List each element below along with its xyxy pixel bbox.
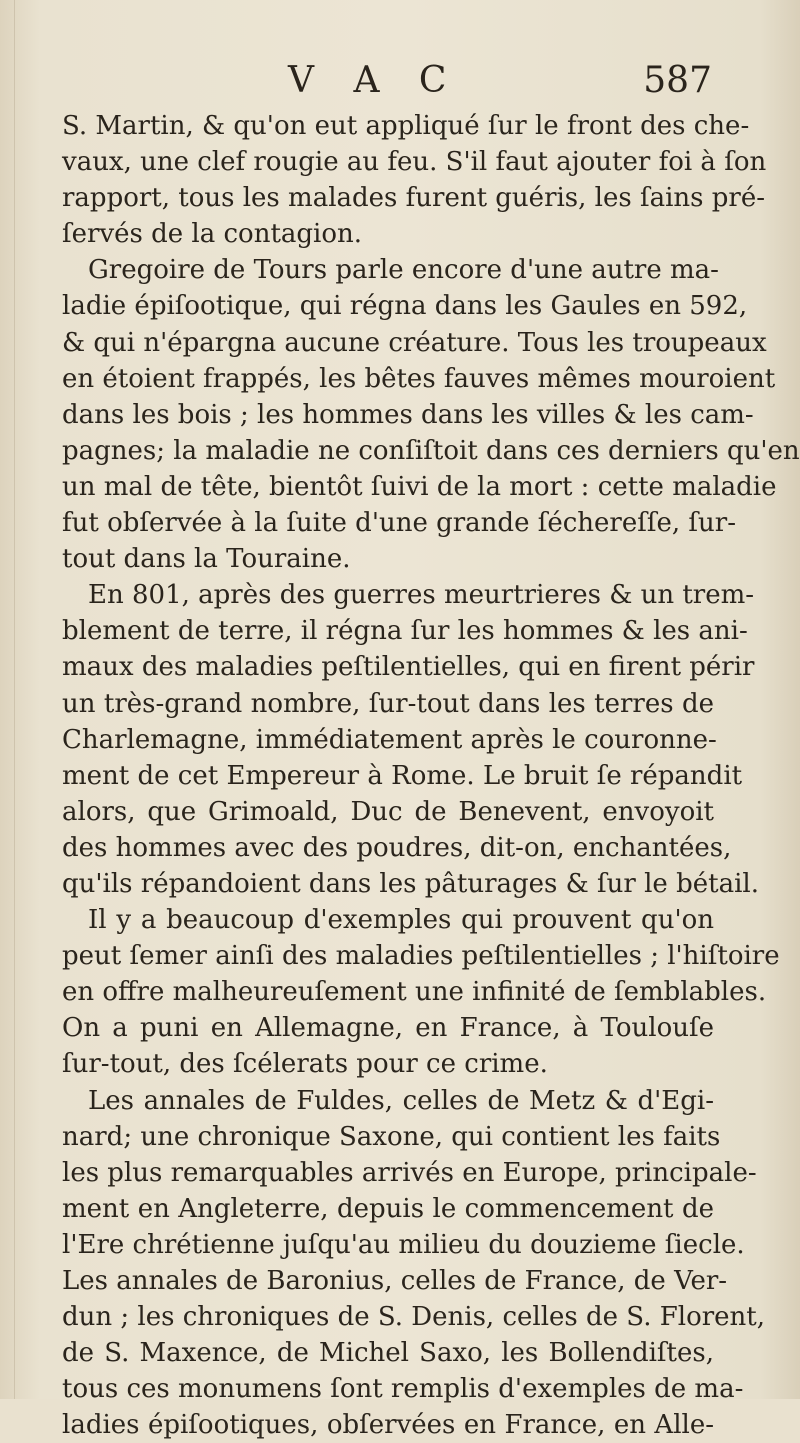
text-line: alors, que Grimoald, Duc de Benevent, envoyoit [62, 796, 714, 827]
text-line: un mal de tête, bientôt ſuivi de la mort : cette maladie [62, 471, 777, 502]
text-line: dans les bois ; les hommes dans les villes & les cam- [62, 399, 754, 430]
text-line: tous ces monumens ſont remplis d'exemples de ma- [62, 1374, 744, 1405]
text-line: ſervés de la contagion. [62, 219, 363, 250]
text-line: tout dans la Touraine. [62, 544, 351, 575]
page-edge-shadow [14, 0, 15, 1399]
paragraph-start-line: Gregoire de Tours parle encore d'une autre ma- [88, 255, 719, 286]
text-line: qu'ils répandoient dans les pâturages & ſur le bétail. [62, 868, 759, 899]
paragraph-start-line: Il y a beaucoup d'exemples qui prouvent qu'on [88, 905, 714, 936]
text-line: nard; une chronique Saxone, qui contient les faits [62, 1121, 721, 1152]
page-header [62, 60, 712, 104]
paragraph-start-line: En 801, après des guerres meurtrieres & un trem- [88, 580, 755, 611]
text-line: vaux, une clef rougie au feu. S'il faut ajouter foi à ſon [62, 147, 767, 178]
text-line: fut obſervée à la ſuite d'une grande ſécherеſſe, ſur- [62, 508, 736, 539]
running-title: V A C [288, 60, 461, 101]
text-line: ment en Angleterre, depuis le commencement de [62, 1193, 714, 1224]
text-line: un très-grand nombre, ſur-tout dans les terres de [62, 688, 714, 719]
page-number: 587 [643, 60, 712, 101]
text-line: ment de cet Empereur à Rome. Le bruit ſe répandit [62, 760, 743, 791]
text-line: ladies épiſootiques, obſervées en France, en Alle- [62, 1410, 714, 1441]
text-line: les plus remarquables arrivés en Europe, principale- [62, 1157, 757, 1188]
text-line: & qui n'épargna aucune créature. Tous les troupeaux [62, 327, 767, 358]
text-line: l'Ere chrétienne juſqu'au milieu du douzieme ſiecle. [62, 1229, 745, 1260]
text-line: blement de terre, il régna ſur les hommes & les ani- [62, 616, 748, 647]
body-text [62, 108, 800, 1443]
text-line: On a puni en Allemagne, en France, à Toulouſe [62, 1013, 714, 1044]
text-line: Les annales de Baronius, celles de France, de Ver- [62, 1266, 728, 1296]
text-line: rapport, tous les malades furent guéris, les ſains pré- [62, 183, 766, 214]
text-line: de S. Maxence, de Michel Saxo, les Bollendiſtes, [62, 1338, 714, 1369]
text-line: ſur-tout, des ſcélerats pour ce crime. [62, 1049, 548, 1080]
text-line: ladie épiſootique, qui régna dans les Gaules en 592, [62, 291, 748, 322]
text-line: pagnes; la maladie ne conſiſtoit dans ces derniers qu'en [62, 435, 800, 466]
paragraph-start-line: Les annales de Fuldes, celles de Metz & d'Egi- [88, 1085, 714, 1116]
text-line: en offre malheureuſement une infinité de ſemblables. [62, 977, 767, 1008]
text-line: Charlemagne, immédiatement après le couronne- [62, 724, 717, 755]
text-line: peut ſemer ainſi des maladies peſtilentielles ; l'hiſtoire [62, 941, 780, 972]
text-line: S. Martin, & qu'on eut appliqué ſur le front des che- [62, 111, 750, 141]
text-line: en étoient frappés, les bêtes fauves mêmes mouroient [62, 363, 776, 394]
text-line: dun ; les chroniques de S. Denis, celles de S. Florent, [62, 1302, 766, 1333]
text-line: des hommes avec des poudres, dit-on, enchantées, [62, 832, 732, 863]
text-line: maux des maladies peſtilentielles, qui en firent périr [62, 652, 755, 683]
